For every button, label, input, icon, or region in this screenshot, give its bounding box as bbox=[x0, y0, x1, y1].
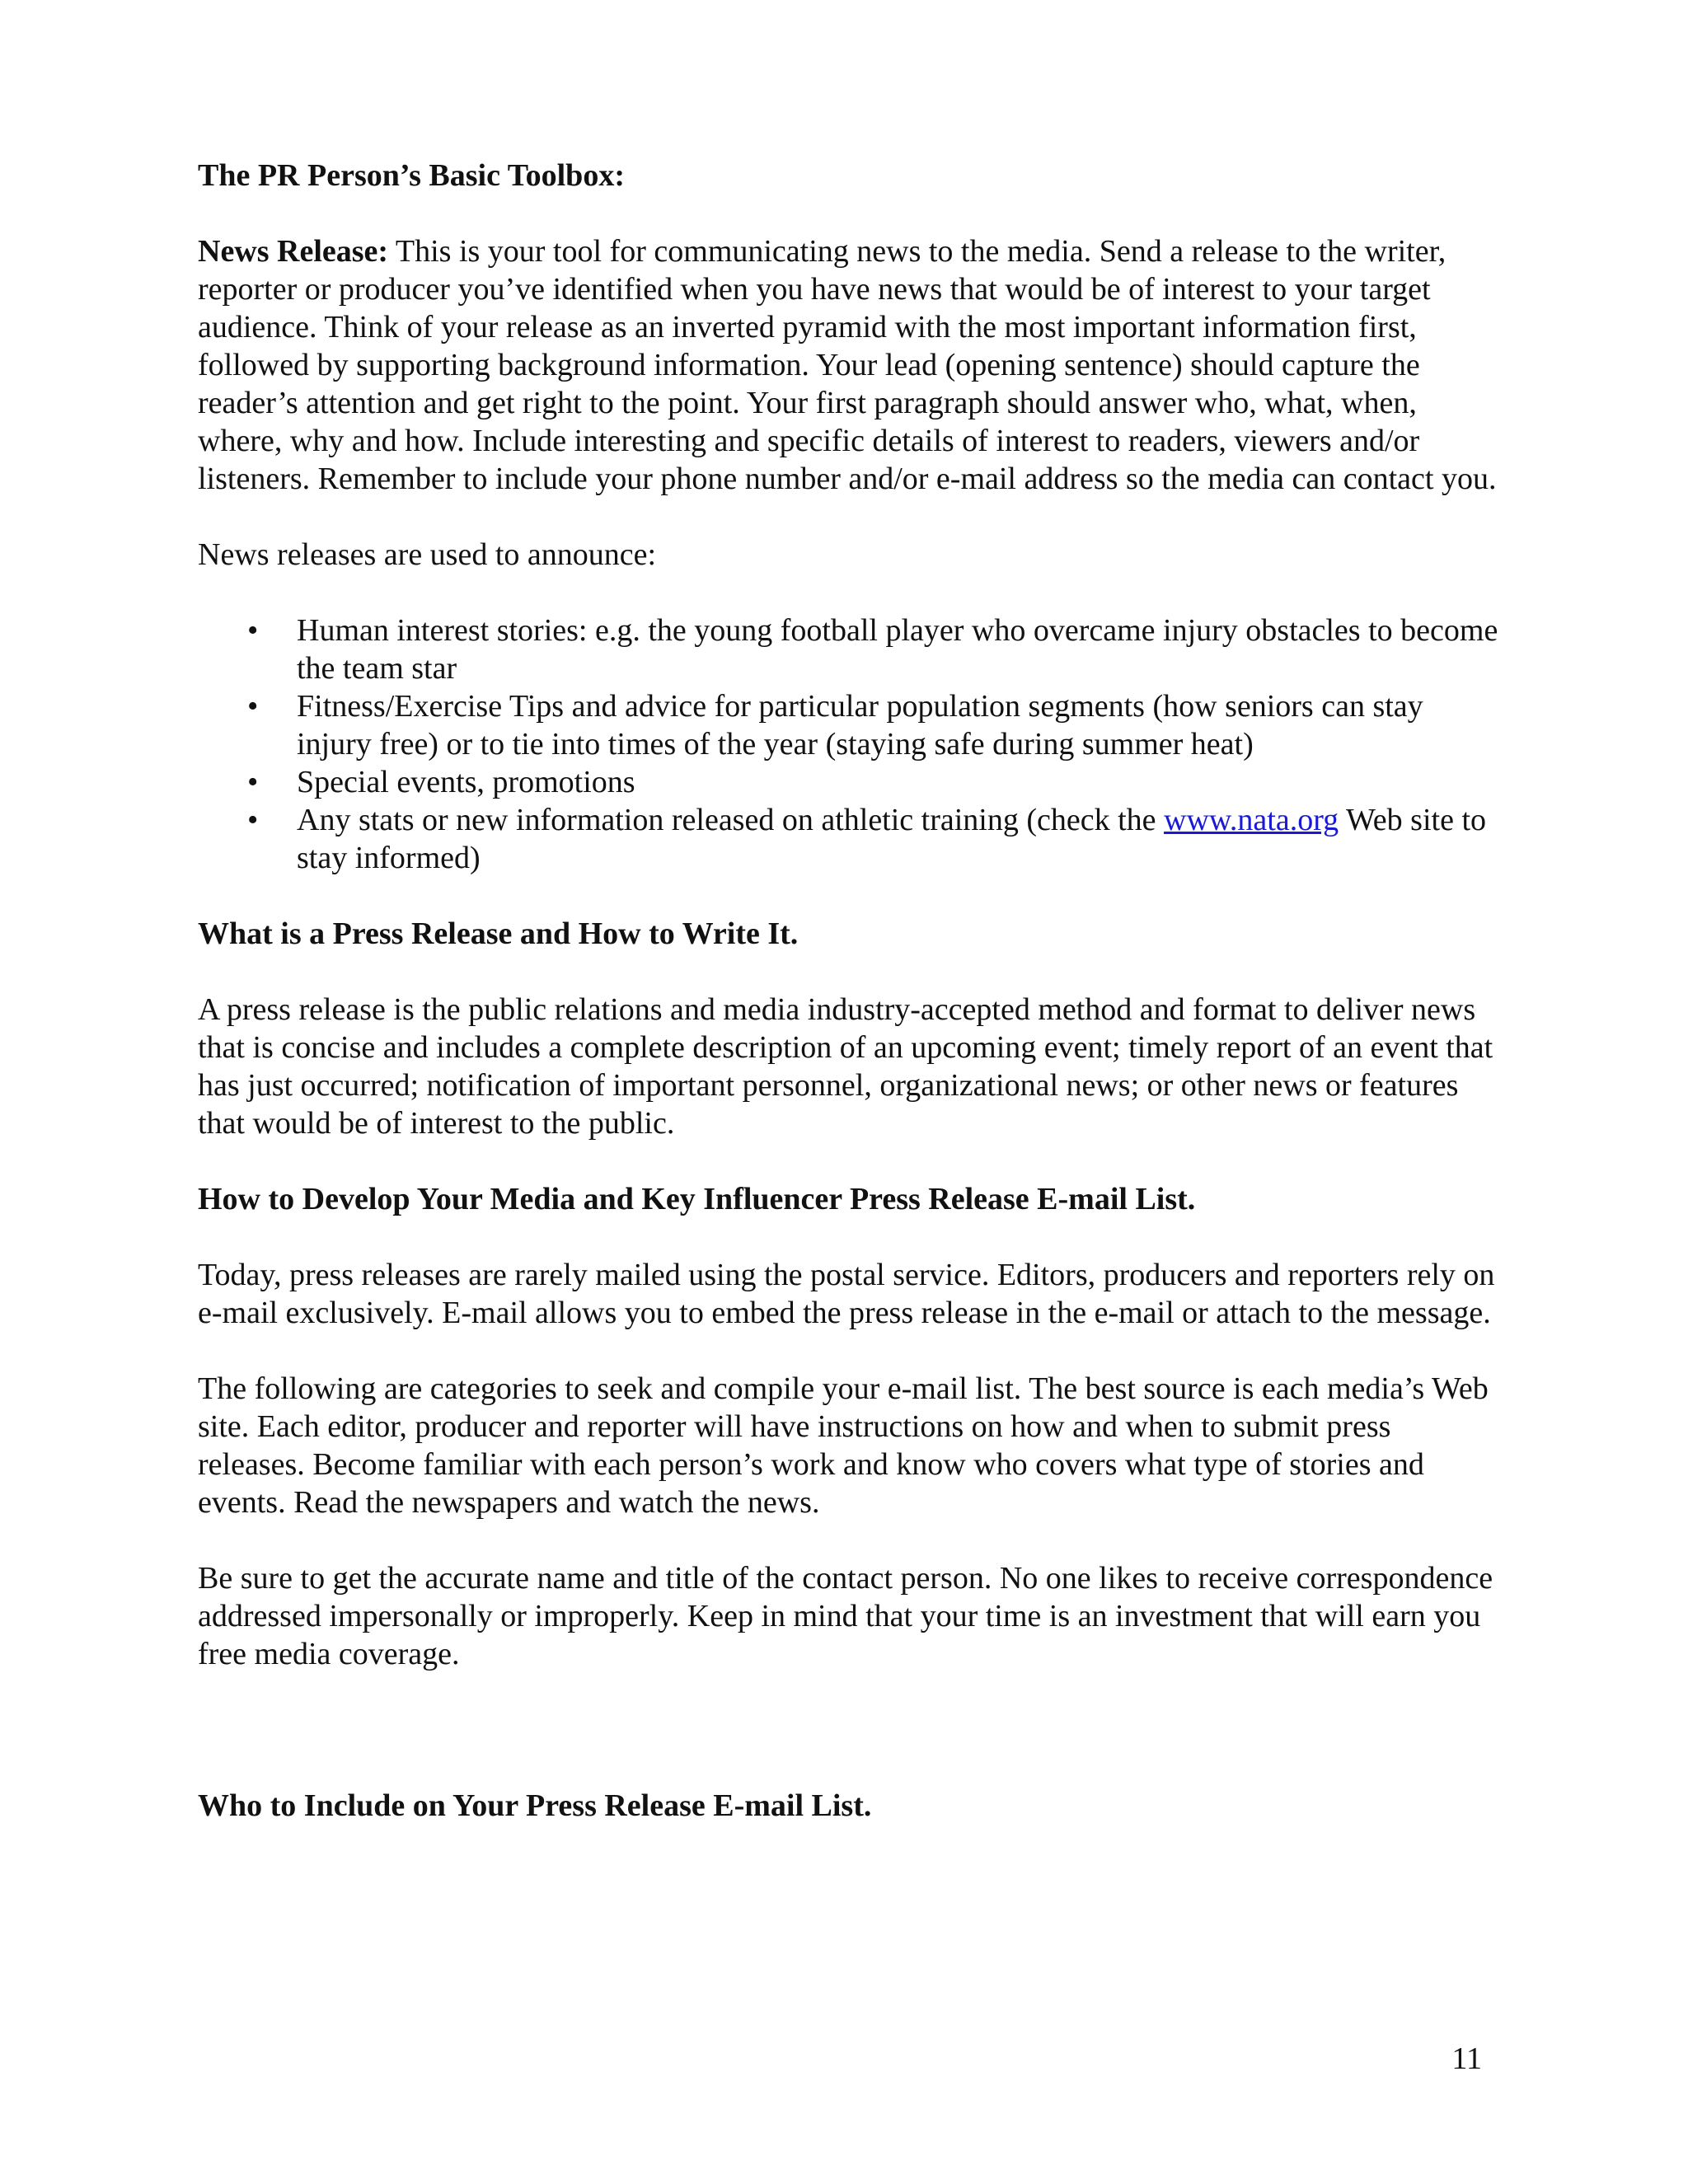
email-paragraph-2: The following are categories to seek and compile your e-mail list. The best source is each media’s Web site. Each editor, producer and reporter will have instructions on how and when to submit press releases. Become familiar with each person’s work and know who covers what type of stories and events. Read the newspapers and watch the news. bbox=[198, 1371, 1489, 1520]
news-release-text: This is your tool for communicating news to the media. Send a release to the writer, reporter or producer you’ve identified when you have news that would be of interest to your target audience. Think of your release as an inverted pyramid with the most important information first, followed by supporting background information. Your lead (opening sentence) should capture the reader’s attention and get right to the point. Your first paragraph should answer who, what, when, where, why and how. Include interesting and specific details of interest to readers, viewers and/or listeners. Remember to include your phone number and/or e-mail address so the media can contact you. bbox=[198, 234, 1497, 496]
news-release-label: News Release: bbox=[198, 234, 389, 269]
email-paragraph-3: Be sure to get the accurate name and title of the contact person. No one likes to receive correspondence addressed impersonally or improperly. Keep in mind that your time is an investment that will earn you free media coverage. bbox=[198, 1561, 1493, 1671]
announce-intro: News releases are used to announce: bbox=[198, 537, 657, 572]
bullet-icon: • bbox=[247, 765, 259, 799]
nata-link[interactable]: www.nata.org bbox=[1164, 803, 1339, 837]
toolbox-heading: The PR Person’s Basic Toolbox: bbox=[198, 158, 625, 193]
email-paragraph-1: Today, press releases are rarely mailed using the postal service. Editors, producers and reporters rely on e-mail exclusively. E-mail allows you to embed the press release in the e-mail or attach to the message. bbox=[198, 1258, 1495, 1330]
list-item bbox=[198, 687, 1500, 763]
list-item-text: Special events, promotions bbox=[297, 765, 635, 799]
list-item bbox=[198, 612, 1500, 687]
bullet-icon: • bbox=[247, 803, 259, 837]
news-release-paragraph bbox=[198, 232, 1500, 498]
email-list-heading: How to Develop Your Media and Key Influencer Press Release E-mail List. bbox=[198, 1182, 1196, 1216]
list-item bbox=[198, 763, 1500, 801]
list-item-text: Fitness/Exercise Tips and advice for particular population segments (how seniors can stay injury free) or to tie into times of the year (staying safe during summer heat) bbox=[297, 689, 1423, 762]
bullet-icon: • bbox=[247, 613, 259, 648]
who-to-include-heading: Who to Include on Your Press Release E-mail List. bbox=[198, 1788, 872, 1823]
press-release-paragraph: A press release is the public relations and media industry-accepted method and format to deliver news that is concise and includes a complete description of an upcoming event; timely report of an event that has just occurred; notification of important personnel, organizational news; or other news or features that would be of interest to the public. bbox=[198, 992, 1493, 1141]
list-item-text: Human interest stories: e.g. the young football player who overcame injury obstacles to become the team star bbox=[297, 613, 1498, 686]
page-number: 11 bbox=[1451, 2041, 1482, 2076]
bullet-icon: • bbox=[247, 689, 259, 724]
press-release-heading: What is a Press Release and How to Write It. bbox=[198, 916, 799, 951]
list-item bbox=[198, 801, 1500, 877]
announce-list bbox=[198, 612, 1500, 877]
document-page bbox=[198, 157, 1500, 1825]
list-item-text: Any stats or new information released on athletic training (check the www.nata.org Web site to stay informed) bbox=[297, 803, 1487, 875]
